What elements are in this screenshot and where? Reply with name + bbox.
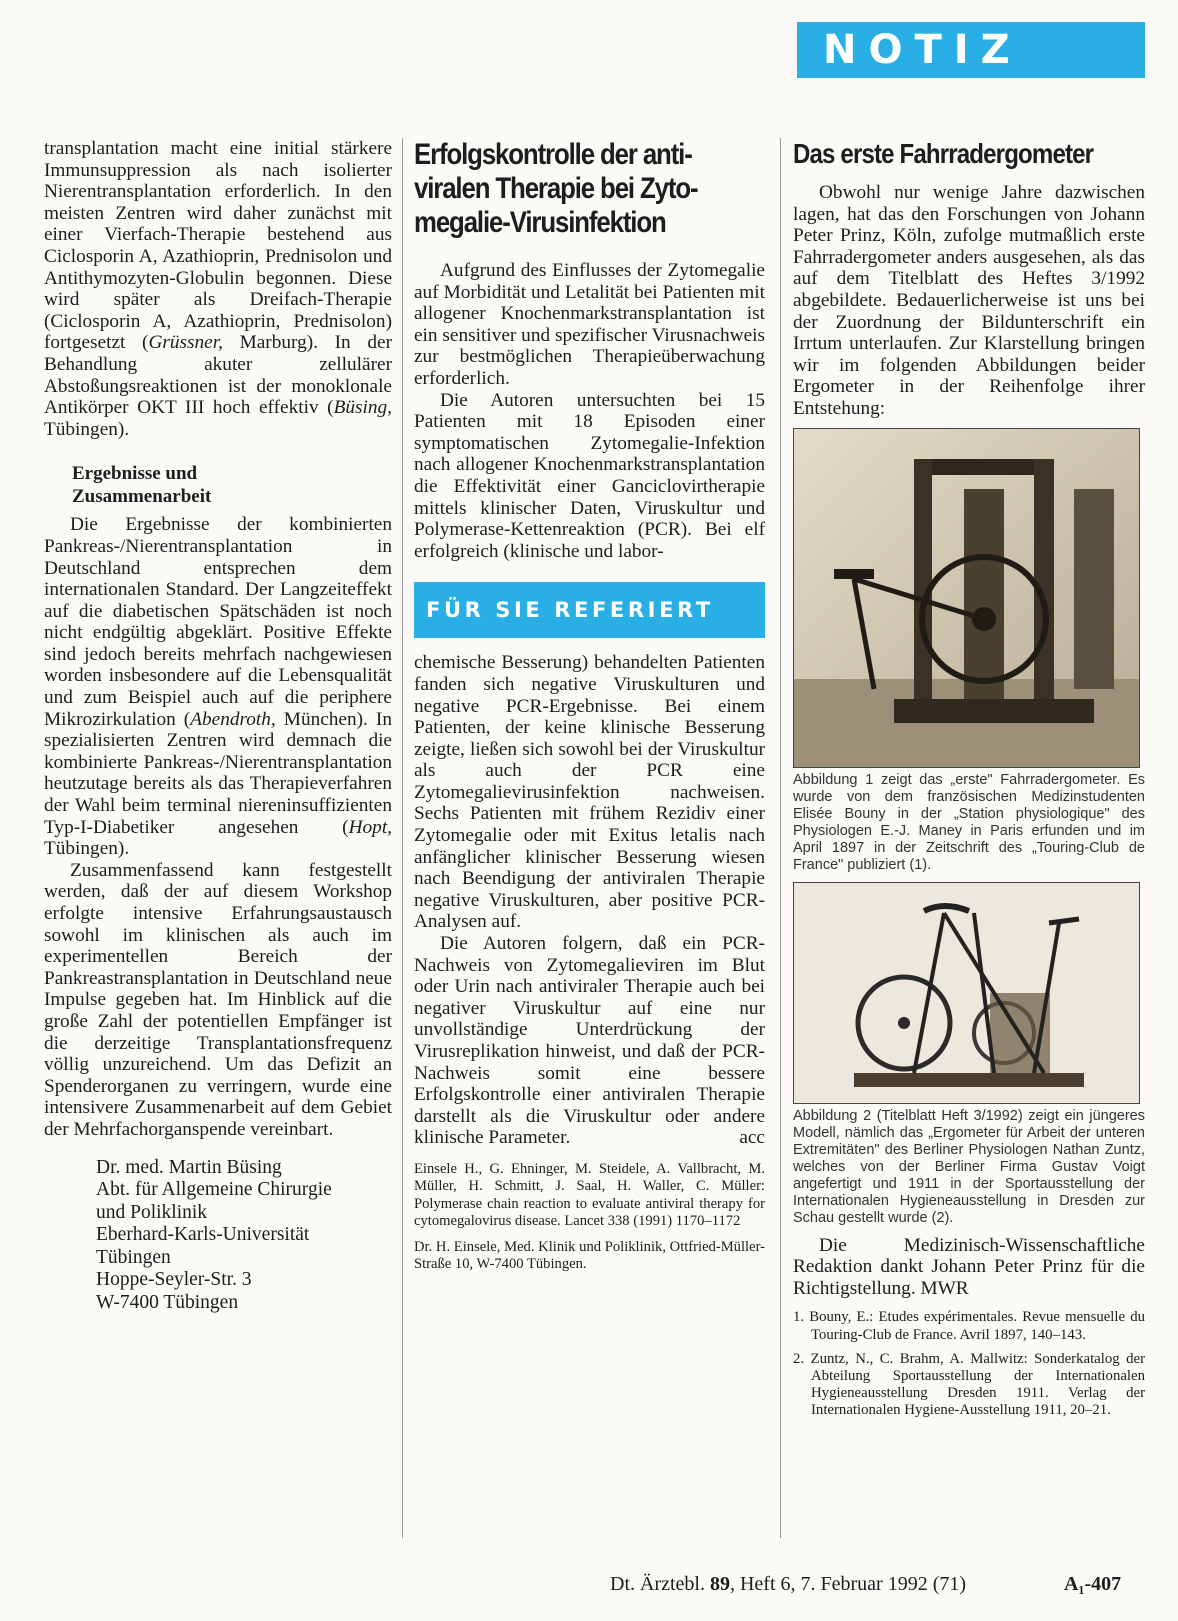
left-paragraph-1: transplantation macht eine initial stärkere Immunsuppression als nach isolierter Nierentransplantation erforderlich. In den meisten Zentren wird daher zunächst mit einer Vierfach-Therapie bestehend aus Ciclosporin A, Azathioprin, Prednisolon und Antithymozyten-Globulin begonnen. Diese wird später als Dreifach-Therapie (Ciclosporin A, Azathioprin, Prednisolon) fortgesetzt (Grüssner, Marburg). In der Behandlung akuter zellulärer Abstoßungsreaktionen ist der monoklonale Antikörper OKT III hoch effektiv (Büsing, Tübingen). [44, 138, 392, 440]
figure-caption-2: Abbildung 2 (Titelblatt Heft 3/1992) zeigt ein jüngeres Modell, nämlich das „Ergometer für Arbeit der unteren Extremitäten" des Berliner Physiologen Nathan Zuntz, welches von der Berliner Firma Gustav Voigt angefertigt und 1911 in der Sportausstellung der Internationalen Hygieneausstellung in Dresden zur Schau gestellt wurde (2). [793, 1107, 1145, 1226]
right-paragraph-1: Obwohl nur wenige Jahre dazwischen lagen, hat das den Forschungen von Johann Peter Prinz, Köln, zufolge mutmaßlich erste Fahrradergometer anders ausgesehen, als das auf dem Titelblatt des Heftes 3/1992 abgebildete. Bedauerlicherweise ist uns bei der Zuordnung der Bildunterschrift ein Irrtum unterlaufen. Zur Klarstellung bringen wir im folgenden Abbildungen beider Ergometer in der Reihenfolge ihrer Entstehung: [793, 182, 1145, 419]
right-notes [793, 1309, 1145, 1419]
notiz-banner: NOTIZ [797, 22, 1145, 78]
page-number: A₁-407 [1064, 1573, 1122, 1595]
column-rule-1 [402, 138, 403, 1538]
right-paragraph-2: Die Medizinisch-Wissenschaftliche Redaktion dankt Johann Peter Prinz für die Richtigstellung. MWR [793, 1234, 1145, 1299]
zuntz-ergometer-image [794, 883, 1139, 1103]
ergometer-photo-1 [793, 428, 1140, 768]
left-column [44, 138, 392, 1314]
right-column [793, 138, 1145, 1427]
middle-paragraph-4: Die Autoren folgern, daß ein PCR-Nachweis von Zytomegalieviren im Blut oder Urin nach antiviraler Therapie auch bei negativer Viruskultur auf eine nur unvollständige Unterdrückung der Virusreplikation hinweist, und daß der PCR-Nachweis somit eine bessere Erfolgskontrolle einer antiviralen Therapie darstellt als die Viruskultur oder andere klinische Parameter. [414, 933, 765, 1149]
middle-paragraph-2: Die Autoren untersuchten bei 15 Patienten mit 18 Episoden einer symptomatischen Zytomegalie-Infektion nach allogener Knochenmarkstransplantation die Effektivität einer Ganciclovirtherapie mittels klinischer Daten, Viruskultur und Polymerase-Kettenreaktion (PCR). Bei elf erfolgreich (klinische und labor- [414, 389, 765, 562]
middle-paragraph-3: chemische Besserung) behandelten Patienten fanden sich negative Viruskulturen und negative PCR-Ergebnisse. Bei einem Patienten, der keine klinische Besserung zeigte, ließen sich sowohl bei der Viruskultur als auch der PCR eine Zytomegalievirusinfektion nachweisen. Sechs Patienten mit frühem Rezidiv einer Zytomegalie oder mit Exitus letalis nach anfänglicher klinischer Besserung wiesen nach Beendigung der antiviralen Therapie negative Viruskulturen, aber positive PCR-Analysen auf. [414, 652, 765, 933]
note-1: 1. Bouny, E.: Etudes expérimentales. Revue mensuelle du Touring-Club de France. Avril 1897, 140–143. [793, 1309, 1145, 1343]
notice-title: Das erste Fahrradergometer [793, 138, 1094, 169]
article-title: Erfolgskontrolle der anti- viralen Therapie bei Zyto- megalie-Virusinfektion [414, 138, 698, 239]
section-heading: Ergebnisse und Zusammenarbeit [72, 463, 212, 508]
author-signature: acc [739, 1127, 765, 1149]
author-address: Dr. med. Martin Büsing Abt. für Allgemeine Chirurgie und Poliklinik Eberhard-Karls-Universität Tübingen Hoppe-Seyler-Str. 3 W-7400 Tübingen [96, 1156, 332, 1313]
left-paragraph-2: Die Ergebnisse der kombinierten Pankreas-/Nierentransplantation in Deutschland entsprechen dem internationalen Standard. Der Langzeiteffekt auf die diabetischen Spätschäden ist noch nicht endgültig abgeklärt. Positive Effekte sind jedoch bereits mehrfach nachgewiesen worden insbesondere auf die Lebensqualität und zum Beispiel auch auf die periphere Mikrozirkulation (Abendroth, München). In spezialisierten Zentren wird demnach die kombinierte Pankreas-/Nierentransplantation heutzutage bereits als das Therapieverfahren der Wahl beim terminal niereninsuffizienten Typ-I-Diabetiker angesehen (Hopt, Tübingen). [44, 514, 392, 860]
figure-caption-1: Abbildung 1 zeigt das „erste" Fahrradergometer. Es wurde von dem französischen Medizinstudenten Elisée Bouny in der „Station physiologique" des Physiologen E.-J. Maney in Paris erfunden und im April 1897 in der Zeitschrift des „Touring-Club de France" publiziert (1). [793, 771, 1145, 873]
reference-1: Einsele H., G. Ehninger, M. Steidele, A. Vallbracht, M. Müller, H. Schmitt, J. Saal, H. Waller, C. Müller: Polymerase chain reaction to evaluate antiviral therapy for cytomegalovirus disease. Lancet 338 (1991) 1170–1172 [414, 1160, 765, 1230]
ergometer-photo-2 [793, 882, 1140, 1104]
note-2: 2. Zuntz, N., C. Brahm, A. Mallwitz: Sonderkatalog der Abteilung Sportausstellung der Internationalen Hygieneausstellung Dresden 1911. Verlag der Internationalen Hygiene-Ausstellung 1911, 20–21. [793, 1350, 1145, 1419]
column-rule-2 [780, 138, 781, 1538]
section-kicker-banner: FÜR SIE REFERIERT [414, 582, 765, 638]
literature-references [414, 1161, 765, 1274]
bouny-ergometer-image [794, 429, 1139, 767]
page-footer: Dt. Ärztebl. 89, Heft 6, 7. Februar 1992 (71) [610, 1573, 967, 1595]
reference-2: Dr. H. Einsele, Med. Klinik und Poliklinik, Ottfried-Müller-Straße 10, W-7400 Tübingen. [414, 1238, 765, 1273]
left-paragraph-3: Zusammenfassend kann festgestellt werden, daß der auf diesem Workshop erfolgte intensive Erfahrungsaustausch sowohl im klinischen als auch im experimentellen Bereich der Pankreastransplantation in Deutschland neue Impulse gegeben hat. Im Hinblick auf die große Zahl der potentiellen Empfänger ist die derzeitige Transplantationsfrequenz völlig unzureichend. Um das Defizit an Spenderorganen zu verringern, wurde eine intensivere Zusammenarbeit auf dem Gebiet der Mehrfachorganspende vereinbart. [44, 859, 392, 1140]
middle-paragraph-1: Aufgrund des Einflusses der Zytomegalie auf Morbidität und Letalität bei Patienten mit allogener Knochenmarkstransplantation ist ein sensitiver und spezifischer Virusnachweis zur bestmöglichen Therapieüberwachung erforderlich. [414, 260, 765, 389]
middle-column [414, 138, 765, 1282]
